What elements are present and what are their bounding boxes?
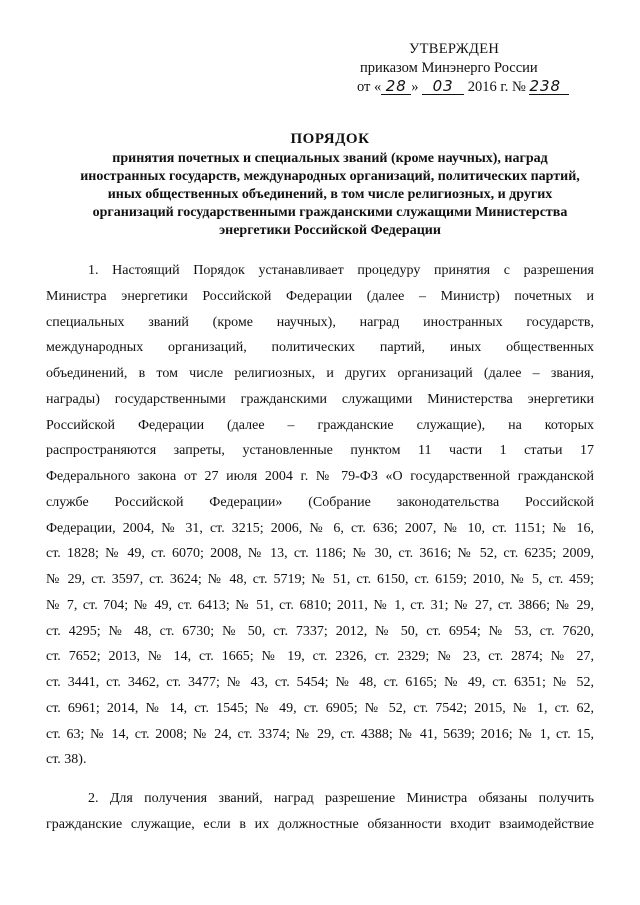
paragraph-1 [46, 258, 594, 773]
text-line: международных организаций, политических партий, иных общественных [46, 340, 594, 356]
approval-close-quote: » [411, 79, 419, 95]
approval-order-line: приказом Минэнерго России [360, 60, 538, 76]
text-line: ст. 4295; № 48, ст. 6730; № 50, ст. 7337; 2012, № 50, ст. 6954; № 53, ст. 7620, [46, 623, 594, 639]
subtitle-line: иностранных государств, международных организаций, политических партий, [80, 169, 580, 184]
text-line: № 29, ст. 3597, ст. 3624; № 48, ст. 5719; № 51, ст. 6150, ст. 6159; 2010, № 5, ст. 459; [46, 572, 594, 587]
document-title: ПОРЯДОК [290, 131, 370, 147]
text-line: 2. Для получения званий, наград разрешение Министра обязаны получить [88, 791, 594, 806]
handwritten-order-number: 238 [529, 79, 569, 95]
handwritten-day: 28 [381, 79, 411, 95]
text-line: специальных званий (кроме научных), наград иностранных государств, [46, 314, 594, 330]
paragraph-2 [46, 786, 594, 838]
document-body [46, 258, 594, 838]
text-line: награды) государственными гражданскими служащими Министерства энергетики [46, 391, 594, 407]
subtitle-line: принятия почетных и специальных званий (кроме научных), наград [112, 151, 548, 166]
text-line: объединений, в том числе религиозных, и других организаций (далее – звания, [46, 366, 594, 381]
text-line: ст. 1828; № 49, ст. 6070; 2008, № 13, ст. 1186; № 30, ст. 3616; № 52, ст. 6235; 2009, [46, 546, 594, 562]
subtitle-line: иных общественных объединений, в том числе религиозных, и других [107, 187, 553, 202]
text-line: 1. Настоящий Порядок устанавливает процедуру принятия с разрешения [88, 263, 594, 278]
document-subtitle [60, 150, 600, 240]
text-line: ст. 6961; 2014, № 14, ст. 1545; № 49, ст. 6905; № 52, ст. 7542; 2015, № 1, ст. 62, [46, 700, 594, 716]
subtitle-line: организаций государственными гражданскими служащими Министерства [92, 205, 568, 220]
text-line: Министра энергетики Российской Федерации (далее – Министр) почетных и [46, 288, 594, 304]
text-line: Российской Федерации (далее – гражданские служащие), на которых [46, 417, 594, 433]
text-line: ст. 38). [46, 752, 87, 768]
approval-title: УТВЕРЖДЕН [409, 41, 500, 57]
text-line: распространяются запреты, установленные пунктом 11 части 1 статьи 17 [46, 443, 594, 459]
text-line: ст. 63; № 14, ст. 2008; № 24, ст. 3374; № 29, ст. 4388; № 41, 5639; 2016; № 1, ст. 15, [46, 726, 594, 742]
handwritten-month: 03 [422, 79, 464, 95]
approval-date-line [357, 78, 627, 97]
text-line: № 7, ст. 704; № 49, ст. 6413; № 51, ст. 6810; 2011, № 1, ст. 31; № 27, ст. 3866; № 29, [46, 597, 594, 613]
text-line: ст. 7652; 2013, № 14, ст. 1665; № 19, ст. 2326, ст. 2329; № 23, ст. 2874; № 27, [46, 649, 594, 665]
text-line: гражданские служащие, если в их должностные обязанности входит взаимодействие [46, 816, 594, 832]
text-line: ст. 3441, ст. 3462, ст. 3477; № 43, ст. 5454; № 48, ст. 6165; № 49, ст. 6351; № 52, [46, 675, 594, 690]
text-line: Федерального закона от 27 июля 2004 г. № 79-ФЗ «О государственной гражданской [46, 469, 594, 484]
subtitle-line: энергетики Российской Федерации [219, 223, 441, 238]
approval-stamp [357, 40, 627, 97]
text-line: службе Российской Федерации» (Собрание законодательства Российской [46, 494, 594, 510]
approval-year: 2016 г. № [467, 79, 526, 95]
approval-date-prefix: от « [357, 79, 382, 95]
text-line: Федерации, 2004, № 31, ст. 3215; 2006, № 6, ст. 636; 2007, № 10, ст. 1151; № 16, [46, 520, 594, 536]
